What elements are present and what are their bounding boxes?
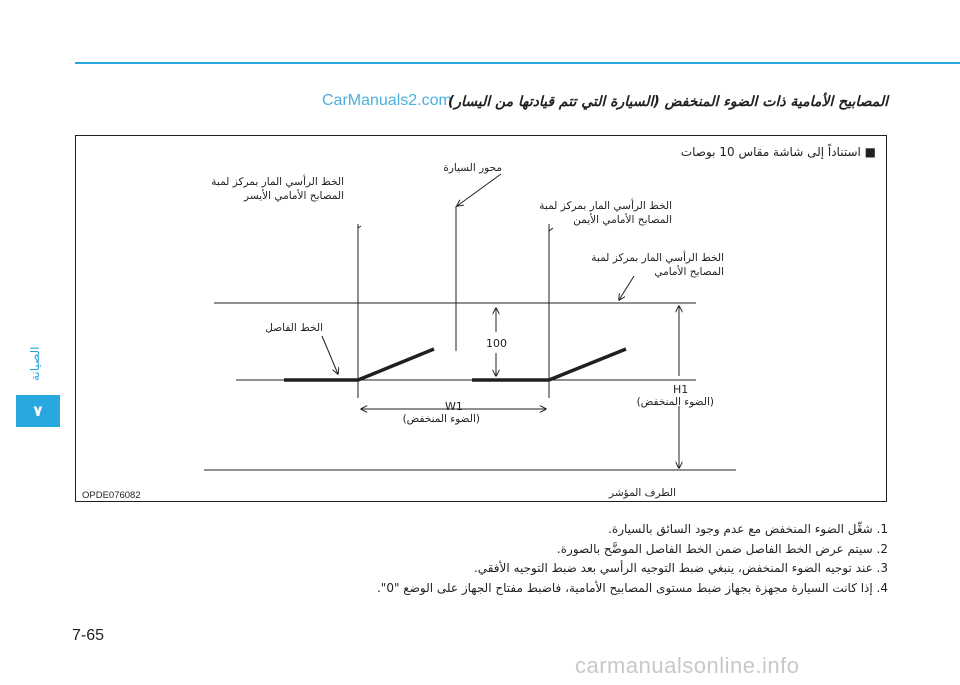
right-lamp-leader	[549, 228, 553, 231]
dim-100-label: 100	[486, 337, 507, 350]
h1-label: H1	[673, 383, 689, 396]
right-lamp-label-line2: المصابح الأمامي الأيمن	[573, 214, 672, 226]
w1-sub-label: (الضوء المنخفض)	[402, 413, 480, 425]
note-item: 3. عند توجيه الضوء المنخفض، ينبغي ضبط التوجيه الرأسي بعد ضبط التوجيه الأفقي.	[473, 561, 888, 575]
top-rule	[75, 62, 960, 64]
headlamp-aiming-diagram	[75, 135, 887, 502]
diagram-drawing	[76, 136, 888, 503]
note-item: 2. سيتم عرض الخط الفاصل ضمن الخط الفاصل الموضَّح بالصورة.	[556, 541, 888, 556]
page-number: 7-65	[72, 627, 105, 644]
cutoff-line-leader	[322, 336, 338, 374]
left-lamp-label-line1: الخط الرأسي المار بمركز لمبة	[211, 176, 344, 188]
note-item: 4. إذا كانت السيارة مجهزة بجهاز ضبط مستوى المصابيح الأمامية، فاضبط مفتاح الجهاز على الوضع "0".	[376, 580, 888, 595]
w1-label: W1	[445, 400, 463, 413]
notes-list	[268, 520, 888, 598]
cutoff-line-label: الخط الفاصل	[265, 322, 323, 334]
watermark-top: CarManuals2.com	[322, 92, 452, 109]
left-cutoff-slope	[358, 349, 434, 380]
side-chapter-label: الصيانة	[28, 346, 42, 382]
h1-sub-label: (الضوء المنخفض)	[636, 396, 714, 408]
left-lamp-label-line2: المصابح الأمامي الأيسر	[244, 190, 344, 202]
diagram-instruction: ■ استناداً إلى شاشة مقاس 10 بوصات	[680, 145, 876, 159]
note-item: 1. شغِّل الضوء المنخفض مع عدم وجود السائق بالسيارة.	[608, 522, 888, 536]
horizontal-line-leader	[619, 276, 634, 300]
vehicle-axis-leader	[457, 174, 501, 206]
horizontal-line-label-line1: الخط الرأسي المار بمركز لمبة	[591, 252, 724, 264]
right-lamp-label-line1: الخط الرأسي المار بمركز لمبة	[539, 200, 672, 212]
ground-label: الطرف المؤشر	[609, 487, 676, 499]
vehicle-axis-label: محور السيارة	[443, 162, 502, 174]
section-title: المصابيح الأمامية ذات الضوء المنخفض (السيارة التي تتم قيادتها من اليسار)	[447, 94, 888, 110]
horizontal-line-label-line2: المصابح الأمامي	[654, 266, 724, 278]
watermark-bottom: carmanualsonline.info	[575, 653, 800, 678]
diagram-code: OPDE076082	[82, 490, 141, 501]
side-chapter-tab: ٧	[16, 395, 60, 427]
right-cutoff-slope	[549, 349, 626, 380]
